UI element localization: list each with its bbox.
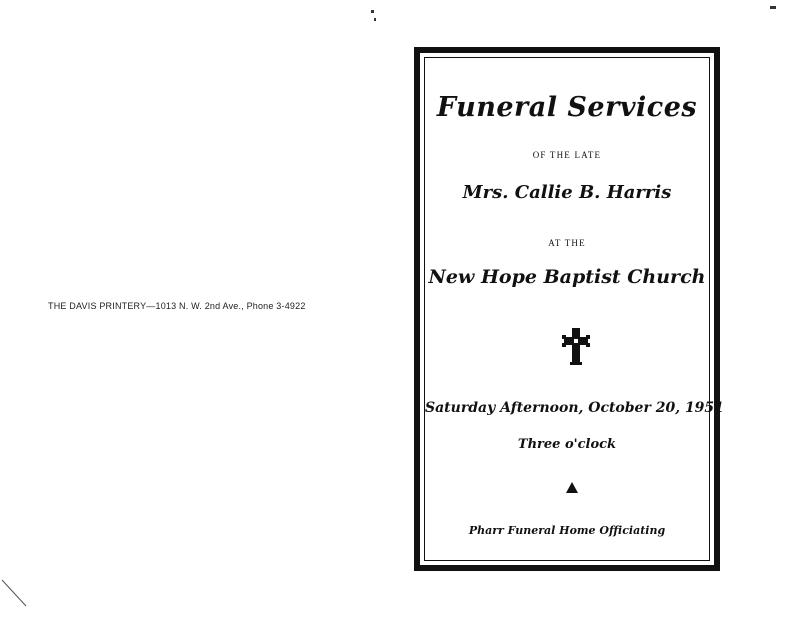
heading: Funeral Services [436,92,698,123]
service-time: Three o'clock [517,437,617,452]
speck [770,6,776,9]
corner-mark [0,570,30,610]
at-the-label: AT THE [548,238,586,248]
printer-credit: THE DAVIS PRINTERY—1013 N. W. 2nd Ave., Phone 3-4922 [48,301,306,311]
cross-icon [561,326,591,366]
speck [374,18,376,21]
church-name: New Hope Baptist Church [428,266,706,288]
triangle-icon [566,482,578,493]
deceased-name: Mrs. Callie B. Harris [462,182,672,203]
program-cover-inner-border [424,57,724,561]
program-cover-frame [414,47,724,571]
speck [371,10,374,13]
officiating-line: Pharr Funeral Home Officiating [468,524,666,537]
of-the-late-label: OF THE LATE [532,150,602,160]
service-date: Saturday Afternoon, October 20, 1951 [425,400,724,416]
